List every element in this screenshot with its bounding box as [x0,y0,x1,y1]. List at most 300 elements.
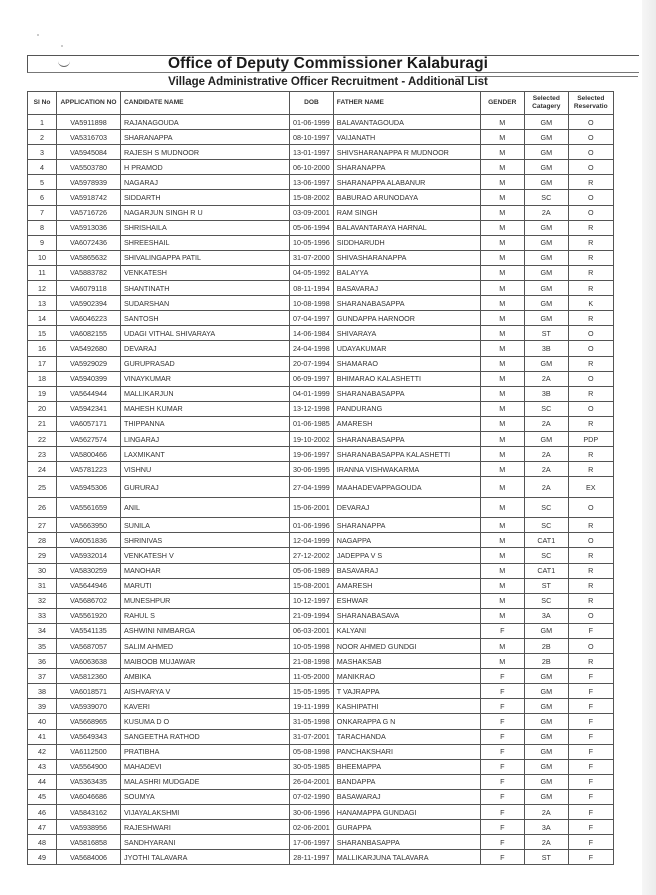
table-row [28,669,614,684]
cell-dob: 13-01-1997 [290,145,334,160]
cell-selected-reservation: F [568,835,613,850]
cell-candidate-name: NAGARAJ [121,175,290,190]
cell-candidate-name: LINGARAJ [121,431,290,446]
table-row [28,654,614,669]
table-row [28,160,614,175]
table-row [28,774,614,789]
cell-selected-reservation: R [568,416,613,431]
cell-dob: 01-06-1999 [290,115,334,130]
cell-application-no: VA5644944 [57,386,121,401]
cell-gender: M [480,356,524,371]
cell-dob: 31-07-2000 [290,250,334,265]
table-row [28,145,614,160]
cell-application-no: VA5649343 [57,729,121,744]
cell-sl-no: 21 [28,416,57,431]
cell-application-no: VA5781223 [57,462,121,477]
cell-application-no: VA6079118 [57,281,121,296]
col-header-application-no: APPLICATION NO [57,92,121,115]
cell-candidate-name: SUDARSHAN [121,296,290,311]
cell-sl-no: 25 [28,477,57,498]
cell-selected-category: SC [524,548,568,563]
cell-selected-category: GM [524,759,568,774]
cell-father-name: BHIMARAO KALASHETTI [333,371,480,386]
table-row [28,250,614,265]
cell-dob: 27-04-1999 [290,477,334,498]
cell-gender: M [480,130,524,145]
cell-sl-no: 40 [28,714,57,729]
cell-selected-reservation: K [568,296,613,311]
cell-selected-category: GM [524,265,568,280]
cell-dob: 19-06-1997 [290,447,334,462]
cell-selected-category: 2A [524,371,568,386]
cell-dob: 08-10-1997 [290,130,334,145]
cell-dob: 08-11-1994 [290,281,334,296]
cell-selected-reservation: O [568,145,613,160]
cell-father-name: AMARESH [333,416,480,431]
cell-selected-category: 2B [524,654,568,669]
cell-gender: M [480,548,524,563]
cell-selected-category: GM [524,175,568,190]
cell-selected-reservation: R [568,578,613,593]
cell-application-no: VA5800466 [57,447,121,462]
cell-dob: 11-05-2000 [290,669,334,684]
cell-selected-category: GM [524,684,568,699]
cell-gender: M [480,401,524,416]
cell-application-no: VA5663950 [57,518,121,533]
cell-candidate-name: MANOHAR [121,563,290,578]
cell-father-name: MANIKRAO [333,669,480,684]
cell-dob: 05-06-1989 [290,563,334,578]
cell-sl-no: 2 [28,130,57,145]
cell-gender: M [480,311,524,326]
cell-gender: F [480,699,524,714]
cell-gender: M [480,250,524,265]
cell-selected-category: GM [524,669,568,684]
cell-gender: M [480,160,524,175]
table-row [28,296,614,311]
cell-selected-reservation: F [568,699,613,714]
table-row [28,684,614,699]
table-row [28,789,614,804]
cell-candidate-name: SUNILA [121,518,290,533]
cell-sl-no: 18 [28,371,57,386]
cell-gender: M [480,416,524,431]
cell-dob: 19-10-2002 [290,431,334,446]
cell-dob: 24-04-1998 [290,341,334,356]
cell-father-name: NOOR AHMED GUNDGI [333,639,480,654]
table-row [28,220,614,235]
cell-sl-no: 12 [28,281,57,296]
cell-father-name: TARACHANDA [333,729,480,744]
cell-application-no: VA5913036 [57,220,121,235]
cell-application-no: VA5668965 [57,714,121,729]
cell-dob: 07-04-1997 [290,311,334,326]
cell-sl-no: 41 [28,729,57,744]
cell-father-name: IRANNA VISHWAKARMA [333,462,480,477]
cell-selected-category: GM [524,729,568,744]
cell-gender: M [480,265,524,280]
table-row [28,265,614,280]
cell-selected-reservation: O [568,608,613,623]
table-row [28,497,614,518]
cell-gender: M [480,296,524,311]
cell-candidate-name: KUSUMA D O [121,714,290,729]
cell-gender: M [480,431,524,446]
cell-dob: 05-06-1994 [290,220,334,235]
cell-application-no: VA5942341 [57,401,121,416]
cell-selected-category: GM [524,774,568,789]
cell-candidate-name: VENKATESH [121,265,290,280]
cell-selected-reservation: O [568,160,613,175]
cell-sl-no: 14 [28,311,57,326]
col-header-selected-category: Selected Catagery [524,92,568,115]
cell-sl-no: 10 [28,250,57,265]
cell-application-no: VA5938956 [57,820,121,835]
table-row [28,729,614,744]
cell-selected-category: GM [524,281,568,296]
cell-father-name: BANDAPPA [333,774,480,789]
cell-gender: M [480,563,524,578]
cell-selected-category: 2A [524,835,568,850]
table-row [28,130,614,145]
cell-gender: M [480,115,524,130]
cell-father-name: KALYANI [333,623,480,638]
cell-dob: 06-03-2001 [290,623,334,638]
cell-sl-no: 47 [28,820,57,835]
cell-selected-reservation: R [568,281,613,296]
col-header-candidate-name: CANDIDATE NAME [121,92,290,115]
cell-candidate-name: SANTOSH [121,311,290,326]
cell-candidate-name: MALLIKARJUN [121,386,290,401]
cell-gender: M [480,235,524,250]
cell-dob: 30-05-1985 [290,759,334,774]
cell-sl-no: 35 [28,639,57,654]
cell-dob: 10-12-1997 [290,593,334,608]
cell-candidate-name: ASHWINI NIMBARGA [121,623,290,638]
cell-selected-category: 2B [524,639,568,654]
cell-father-name: SHARANBASAPPA [333,835,480,850]
table-row [28,639,614,654]
cell-father-name: MAAHADEVAPPAGOUDA [333,477,480,498]
page-subtitle: Village Administrative Officer Recruitment - Additional List [168,76,488,88]
cell-selected-reservation: F [568,729,613,744]
cell-sl-no: 4 [28,160,57,175]
cell-sl-no: 33 [28,608,57,623]
cell-selected-reservation: F [568,714,613,729]
cell-candidate-name: RAJESHWARI [121,820,290,835]
cell-candidate-name: AMBIKA [121,669,290,684]
cell-dob: 10-05-1998 [290,639,334,654]
cell-candidate-name: SHARANAPPA [121,130,290,145]
cell-dob: 04-05-1992 [290,265,334,280]
cell-gender: F [480,820,524,835]
cell-dob: 02-06-2001 [290,820,334,835]
cell-selected-reservation: F [568,623,613,638]
cell-sl-no: 31 [28,578,57,593]
cell-selected-reservation: O [568,401,613,416]
cell-application-no: VA6063638 [57,654,121,669]
cell-father-name: SHARANAPPA ALABANUR [333,175,480,190]
cell-gender: M [480,518,524,533]
cell-sl-no: 6 [28,190,57,205]
table-row [28,326,614,341]
cell-application-no: VA5686702 [57,593,121,608]
table-row [28,533,614,548]
cell-dob: 06-10-2000 [290,160,334,175]
cell-selected-reservation: R [568,593,613,608]
cell-dob: 21-08-1998 [290,654,334,669]
table-row [28,281,614,296]
table-row [28,190,614,205]
cell-sl-no: 39 [28,699,57,714]
cell-application-no: VA5918742 [57,190,121,205]
cell-father-name: SHARANABASAPPA [333,386,480,401]
cell-application-no: VA5644946 [57,578,121,593]
cell-candidate-name: SIDDARTH [121,190,290,205]
cell-selected-category: ST [524,326,568,341]
cell-selected-category: GM [524,115,568,130]
table-row [28,805,614,820]
cell-candidate-name: SHRINIVAS [121,533,290,548]
cell-selected-category: GM [524,220,568,235]
cell-sl-no: 15 [28,326,57,341]
cell-selected-reservation: O [568,639,613,654]
cell-father-name: SHIVARAYA [333,326,480,341]
cell-sl-no: 34 [28,623,57,638]
cell-sl-no: 7 [28,205,57,220]
cell-candidate-name: MALASHRI MUDGADE [121,774,290,789]
cell-dob: 27-12-2002 [290,548,334,563]
cell-selected-category: GM [524,235,568,250]
table-row [28,623,614,638]
cell-candidate-name: RAJANAGOUDA [121,115,290,130]
cell-application-no: VA6082155 [57,326,121,341]
cell-selected-category: 3B [524,341,568,356]
cell-application-no: VA5843162 [57,805,121,820]
cell-candidate-name: NAGARJUN SINGH R U [121,205,290,220]
cell-father-name: SHARANABASAPPA [333,431,480,446]
cell-sl-no: 19 [28,386,57,401]
cell-father-name: SHARANABASAVA [333,608,480,623]
cell-father-name: DEVARAJ [333,497,480,518]
cell-father-name: PANCHAKSHARI [333,744,480,759]
cell-selected-category: GM [524,130,568,145]
cell-sl-no: 48 [28,835,57,850]
cell-candidate-name: DEVARAJ [121,341,290,356]
cell-gender: F [480,714,524,729]
cell-gender: M [480,497,524,518]
cell-gender: F [480,623,524,638]
cell-candidate-name: UDAGI VITHAL SHIVARAYA [121,326,290,341]
cell-selected-reservation: R [568,356,613,371]
cell-sl-no: 43 [28,759,57,774]
cell-application-no: VA5939070 [57,699,121,714]
table-row [28,744,614,759]
cell-application-no: VA5687057 [57,639,121,654]
cell-selected-reservation: R [568,250,613,265]
table-row [28,311,614,326]
cell-father-name: SHARANABASAPPA [333,296,480,311]
cell-father-name: BALAYYA [333,265,480,280]
cell-application-no: VA5316703 [57,130,121,145]
cell-gender: M [480,462,524,477]
cell-dob: 30-06-1995 [290,462,334,477]
cell-candidate-name: KAVERI [121,699,290,714]
cell-dob: 17-06-1997 [290,835,334,850]
cell-sl-no: 16 [28,341,57,356]
cell-selected-reservation: R [568,311,613,326]
table-row [28,759,614,774]
cell-dob: 01-06-1996 [290,518,334,533]
cell-selected-category: 2A [524,462,568,477]
cell-application-no: VA5541135 [57,623,121,638]
cell-father-name: BASAVARAJ [333,563,480,578]
cell-selected-reservation: F [568,669,613,684]
cell-selected-category: GM [524,714,568,729]
table-row [28,608,614,623]
table-row [28,416,614,431]
table-body [28,115,614,865]
cell-candidate-name: ANIL [121,497,290,518]
cell-candidate-name: GURURAJ [121,477,290,498]
cell-selected-category: 2A [524,447,568,462]
cell-selected-category: GM [524,145,568,160]
cell-candidate-name: AISHVARYA V [121,684,290,699]
cell-candidate-name: VENKATESH V [121,548,290,563]
table-row [28,593,614,608]
cell-sl-no: 37 [28,669,57,684]
cell-father-name: SHIVASHARANAPPA [333,250,480,265]
cell-application-no: VA5561920 [57,608,121,623]
cell-application-no: VA5503780 [57,160,121,175]
cell-gender: F [480,774,524,789]
cell-gender: M [480,477,524,498]
cell-selected-reservation: F [568,805,613,820]
cell-gender: M [480,281,524,296]
cell-gender: F [480,850,524,865]
cell-selected-reservation: R [568,265,613,280]
cell-selected-reservation: O [568,205,613,220]
cell-father-name: SHARANAPPA [333,160,480,175]
cell-selected-reservation: F [568,789,613,804]
page-title: Office of Deputy Commissioner Kalaburagi [167,55,489,72]
cell-dob: 10-05-1996 [290,235,334,250]
cell-candidate-name: SALIM AHMED [121,639,290,654]
cell-selected-reservation: O [568,326,613,341]
cell-gender: F [480,729,524,744]
cell-gender: F [480,759,524,774]
table-row [28,356,614,371]
cell-father-name: MALLIKARJUNA TALAVARA [333,850,480,865]
table-row [28,371,614,386]
cell-application-no: VA5492680 [57,341,121,356]
cell-selected-reservation: F [568,774,613,789]
cell-application-no: VA6057171 [57,416,121,431]
cell-application-no: VA6072436 [57,235,121,250]
cell-application-no: VA5812360 [57,669,121,684]
cell-selected-category: CAT1 [524,563,568,578]
cell-gender: M [480,608,524,623]
cell-candidate-name: MAHESH KUMAR [121,401,290,416]
cell-dob: 31-07-2001 [290,729,334,744]
cell-gender: M [480,175,524,190]
cell-sl-no: 11 [28,265,57,280]
cell-selected-reservation: R [568,654,613,669]
cell-dob: 05-08-1998 [290,744,334,759]
cell-sl-no: 44 [28,774,57,789]
cell-dob: 14-06-1984 [290,326,334,341]
cell-gender: F [480,805,524,820]
cell-father-name: BASAVARAJ [333,281,480,296]
cell-father-name: BALAVANTARAYA HARNAL [333,220,480,235]
cell-selected-reservation: R [568,563,613,578]
col-header-sl-no: Sl No [28,92,57,115]
cell-selected-category: GM [524,160,568,175]
cell-gender: M [480,578,524,593]
cell-candidate-name: VINAYKUMAR [121,371,290,386]
cell-selected-category: ST [524,850,568,865]
cell-selected-category: GM [524,623,568,638]
cell-selected-category: 2A [524,205,568,220]
cell-selected-category: 3B [524,386,568,401]
cell-dob: 03-09-2001 [290,205,334,220]
cell-father-name: SHARANABASAPPA KALASHETTI [333,447,480,462]
table-row [28,386,614,401]
cell-father-name: RAM SINGH [333,205,480,220]
cell-candidate-name: VIJAYALAKSHMI [121,805,290,820]
cell-selected-reservation: O [568,371,613,386]
cell-selected-category: SC [524,401,568,416]
cell-candidate-name: MAHADEVI [121,759,290,774]
cell-application-no: VA5363435 [57,774,121,789]
cell-selected-reservation: PDP [568,431,613,446]
cell-candidate-name: SANGEETHA RATHOD [121,729,290,744]
cell-selected-category: 3A [524,820,568,835]
cell-father-name: BABURAO ARUNODAYA [333,190,480,205]
cell-father-name: SHAMARAO [333,356,480,371]
cell-selected-category: GM [524,356,568,371]
cell-application-no: VA5716726 [57,205,121,220]
cell-selected-category: 2A [524,477,568,498]
cell-father-name: VAIJANATH [333,130,480,145]
cell-selected-reservation: F [568,820,613,835]
cell-dob: 04-01-1999 [290,386,334,401]
cell-father-name: ONKARAPPA G N [333,714,480,729]
cell-sl-no: 1 [28,115,57,130]
cell-application-no: VA5830259 [57,563,121,578]
cell-selected-reservation: R [568,548,613,563]
cell-father-name: ESHWAR [333,593,480,608]
cell-selected-category: GM [524,296,568,311]
cell-selected-reservation: R [568,220,613,235]
cell-selected-reservation: O [568,190,613,205]
cell-candidate-name: SANDHYARANI [121,835,290,850]
cell-sl-no: 8 [28,220,57,235]
cell-sl-no: 9 [28,235,57,250]
cell-gender: M [480,341,524,356]
cell-sl-no: 20 [28,401,57,416]
cell-application-no: VA5945084 [57,145,121,160]
cell-dob: 12-04-1999 [290,533,334,548]
cell-selected-category: 2A [524,805,568,820]
cell-gender: F [480,669,524,684]
cell-sl-no: 26 [28,497,57,518]
cell-sl-no: 23 [28,447,57,462]
cell-selected-category: GM [524,744,568,759]
cell-selected-category: GM [524,431,568,446]
cell-dob: 21-09-1994 [290,608,334,623]
cell-gender: F [480,835,524,850]
